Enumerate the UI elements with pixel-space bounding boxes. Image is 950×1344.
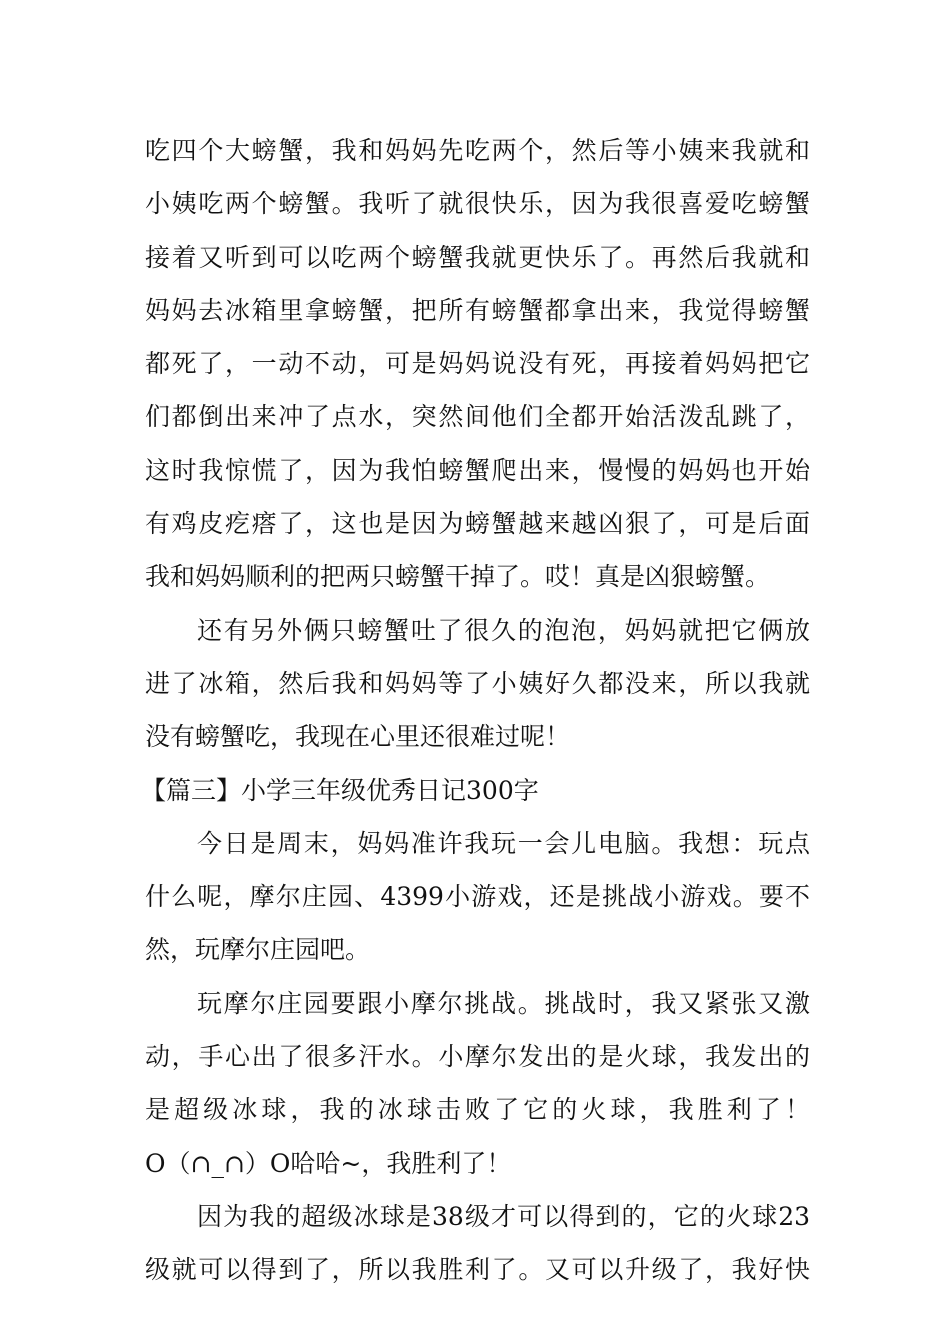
text-line: 没有螃蟹吃，我现在心里还很难过呢！ — [145, 722, 571, 752]
text-line: 小姨吃两个螃蟹。我听了就很快乐，因为我很喜爱吃螃蟹 — [145, 189, 810, 219]
text-line: 吃四个大螃蟹，我和妈妈先吃两个，然后等小姨来我就和 — [145, 136, 810, 165]
text-line: 然，玩摩尔庄园吧。 — [145, 935, 371, 965]
paragraph-start-line: 因为我的超级冰球是38级才可以得到的，它的火球23 — [197, 1201, 810, 1231]
text-line: 级就可以得到了，所以我胜利了。又可以升级了，我好快 — [145, 1255, 810, 1285]
text-line: 有鸡皮疙瘩了，这也是因为螃蟹越来越凶狠了，可是后面 — [145, 509, 810, 539]
paragraph-start-line: 还有另外俩只螃蟹吐了很久的泡泡，妈妈就把它俩放 — [197, 615, 810, 645]
diary-text — [141, 124, 810, 1297]
text-line: O（∩_∩）O哈哈~，我胜利了！ — [145, 1148, 512, 1178]
text-line: 接着又听到可以吃两个螃蟹我就更快乐了。再然后我就和 — [145, 242, 810, 272]
text-line: 动，手心出了很多汗水。小摩尔发出的是火球，我发出的 — [145, 1042, 810, 1072]
paragraph-start-line: 今日是周末，妈妈准许我玩一会儿电脑。我想：玩点 — [197, 828, 810, 858]
text-line: 妈妈去冰箱里拿螃蟹，把所有螃蟹都拿出来，我觉得螃蟹 — [145, 295, 810, 325]
text-line: 们都倒出来冲了点水，突然间他们全都开始活泼乱跳了， — [145, 402, 810, 432]
section-heading: 【篇三】小学三年级优秀日记300字 — [141, 775, 539, 805]
text-line: 什么呢，摩尔庄园、4399小游戏，还是挑战小游戏。要不 — [145, 882, 810, 912]
text-line: 这时我惊慌了，因为我怕螃蟹爬出来，慢慢的妈妈也开始 — [145, 455, 810, 485]
paragraph-start-line: 玩摩尔庄园要跟小摩尔挑战。挑战时，我又紧张又激 — [197, 988, 810, 1018]
text-line: 我和妈妈顺利的把两只螃蟹干掉了。哎！真是凶狠螃蟹。 — [145, 562, 771, 592]
text-line: 都死了，一动不动，可是妈妈说没有死，再接着妈妈把它 — [145, 349, 810, 379]
text-line: 是超级冰球，我的冰球击败了它的火球，我胜利了！ — [145, 1095, 810, 1125]
text-line: 进了冰箱，然后我和妈妈等了小姨好久都没来，所以我就 — [145, 668, 810, 698]
